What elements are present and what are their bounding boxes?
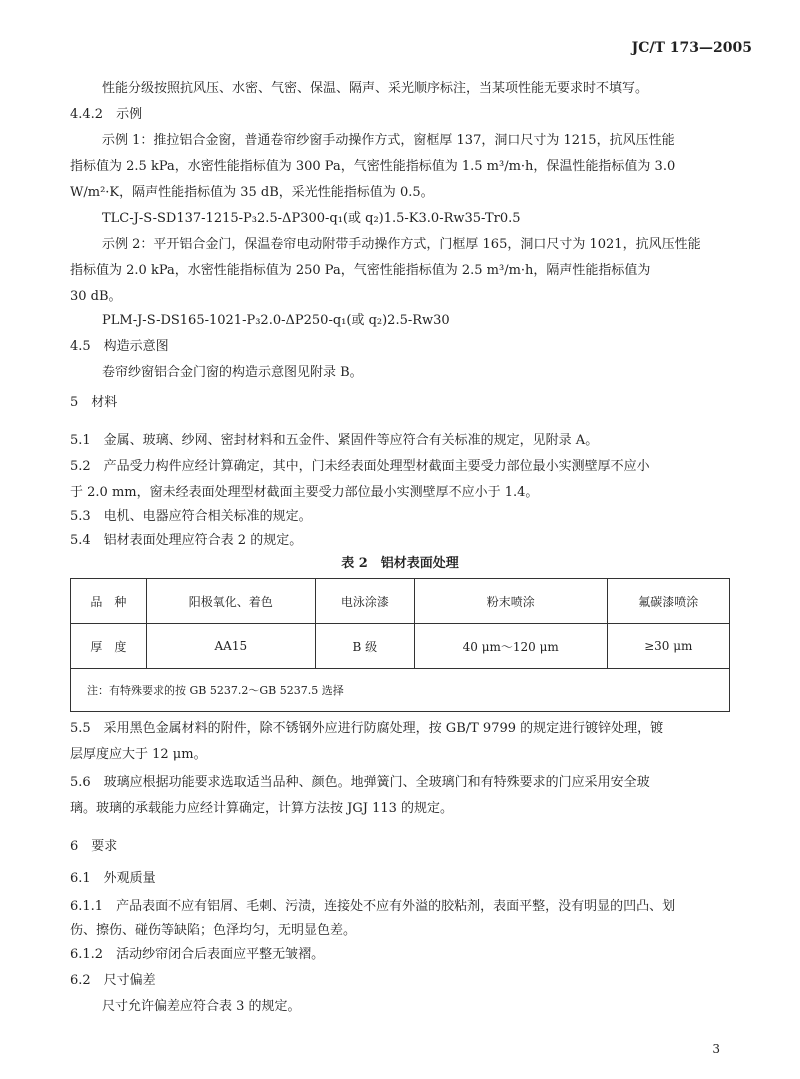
table-header-cell: 粉末喷涂 bbox=[414, 579, 607, 624]
section-heading: 6.1 外观质量 bbox=[70, 871, 156, 886]
table-header-cell: 氟碳漆喷涂 bbox=[607, 579, 729, 624]
section-heading: 6.2 尺寸偏差 bbox=[70, 973, 156, 988]
paragraph-line: 示例 1：推拉铝合金窗，普通卷帘纱窗手动操作方式，窗框厚 137，洞口尺寸为 1215，抗风压性能 bbox=[102, 133, 675, 148]
page-number: 3 bbox=[712, 1042, 720, 1056]
designation-code: PLM-J-S-DS165-1021-P₃2.0-ΔP250-q₁(或 q₂)2.5-Rw30 bbox=[102, 313, 450, 328]
paragraph-line: 示例 2：平开铝合金门，保温卷帘电动附带手动操作方式，门框厚 165，洞口尺寸为 1021，抗风压性能 bbox=[102, 237, 701, 252]
section-heading: 4.5 构造示意图 bbox=[70, 339, 169, 354]
clause-text: 5.2 产品受力构件应经计算确定，其中，门未经表面处理型材截面主要受力部位最小实测壁厚不应小 bbox=[70, 459, 650, 474]
clause-text: 璃。玻璃的承载能力应经计算确定，计算方法按 JGJ 113 的规定。 bbox=[70, 801, 454, 816]
paragraph-line: 指标值为 2.0 kPa，水密性能指标值为 250 Pa，气密性能指标值为 2.5 m³/m·h，隔声性能指标值为 bbox=[70, 263, 651, 278]
clause-text: 于 2.0 mm，窗未经表面处理型材截面主要受力部位最小实测壁厚不应小于 1.4。 bbox=[70, 485, 539, 500]
designation-code: TLC-J-S-SD137-1215-P₃2.5-ΔP300-q₁(或 q₂)1.5-K3.0-Rw35-Tr0.5 bbox=[102, 211, 521, 226]
paragraph-line: W/m²·K，隔声性能指标值为 35 dB，采光性能指标值为 0.5。 bbox=[70, 185, 434, 200]
table-header-cell: 阳极氧化、着色 bbox=[146, 579, 315, 624]
clause-text: 5.6 玻璃应根据功能要求选取适当品种、颜色。地弹簧门、全玻璃门和有特殊要求的门应采用安全玻 bbox=[70, 775, 650, 790]
standard-code-header: JC/T 173—2005 bbox=[631, 40, 752, 56]
section-heading: 5 材料 bbox=[70, 395, 118, 410]
clause-text: 5.4 铝材表面处理应符合表 2 的规定。 bbox=[70, 533, 303, 548]
table-cell: ≥30 μm bbox=[607, 624, 729, 669]
table-header-cell: 电泳涂漆 bbox=[315, 579, 414, 624]
paragraph-line: 尺寸允许偏差应符合表 3 的规定。 bbox=[102, 999, 301, 1014]
clause-text: 5.3 电机、电器应符合相关标准的规定。 bbox=[70, 509, 312, 524]
table-cell: 40 μm～120 μm bbox=[414, 624, 607, 669]
clause-text: 5.1 金属、玻璃、纱网、密封材料和五金件、紧固件等应符合有关标准的规定，见附录 A。 bbox=[70, 433, 599, 448]
paragraph-line: 卷帘纱窗铝合金门窗的构造示意图见附录 B。 bbox=[102, 365, 363, 380]
clause-text: 层厚度应大于 12 μm。 bbox=[70, 747, 207, 762]
surface-treatment-table bbox=[70, 578, 730, 712]
table-note: 注：有特殊要求的按 GB 5237.2～GB 5237.5 选择 bbox=[71, 669, 730, 712]
clause-text: 伤、擦伤、碰伤等缺陷；色泽均匀，无明显色差。 bbox=[70, 923, 357, 938]
paragraph-line: 30 dB。 bbox=[70, 289, 122, 304]
clause-text: 6.1.1 产品表面不应有铝屑、毛刺、污渍，连接处不应有外溢的胶粘剂，表面平整，没有明显的凹凸、划 bbox=[70, 899, 676, 914]
table-cell: B 级 bbox=[315, 624, 414, 669]
section-heading: 4.4.2 示例 bbox=[70, 107, 143, 122]
paragraph-line: 指标值为 2.5 kPa，水密性能指标值为 300 Pa，气密性能指标值为 1.5 m³/m·h，保温性能指标值为 3.0 bbox=[70, 159, 676, 174]
paragraph-line: 性能分级按照抗风压、水密、气密、保温、隔声、采光顺序标注，当某项性能无要求时不填写。 bbox=[102, 81, 649, 96]
table-caption: 表 2 铝材表面处理 bbox=[341, 556, 459, 571]
table-cell: 厚 度 bbox=[71, 624, 147, 669]
table-header-cell: 品 种 bbox=[71, 579, 147, 624]
section-heading: 6 要求 bbox=[70, 839, 118, 854]
table-note-row bbox=[71, 669, 730, 712]
table-cell: AA15 bbox=[146, 624, 315, 669]
clause-text: 6.1.2 活动纱帘闭合后表面应平整无皱褶。 bbox=[70, 947, 325, 962]
table-row bbox=[71, 624, 730, 669]
table-header-row bbox=[71, 579, 730, 624]
clause-text: 5.5 采用黑色金属材料的附件，除不锈钢外应进行防腐处理，按 GB/T 9799 的规定进行镀锌处理，镀 bbox=[70, 721, 664, 736]
